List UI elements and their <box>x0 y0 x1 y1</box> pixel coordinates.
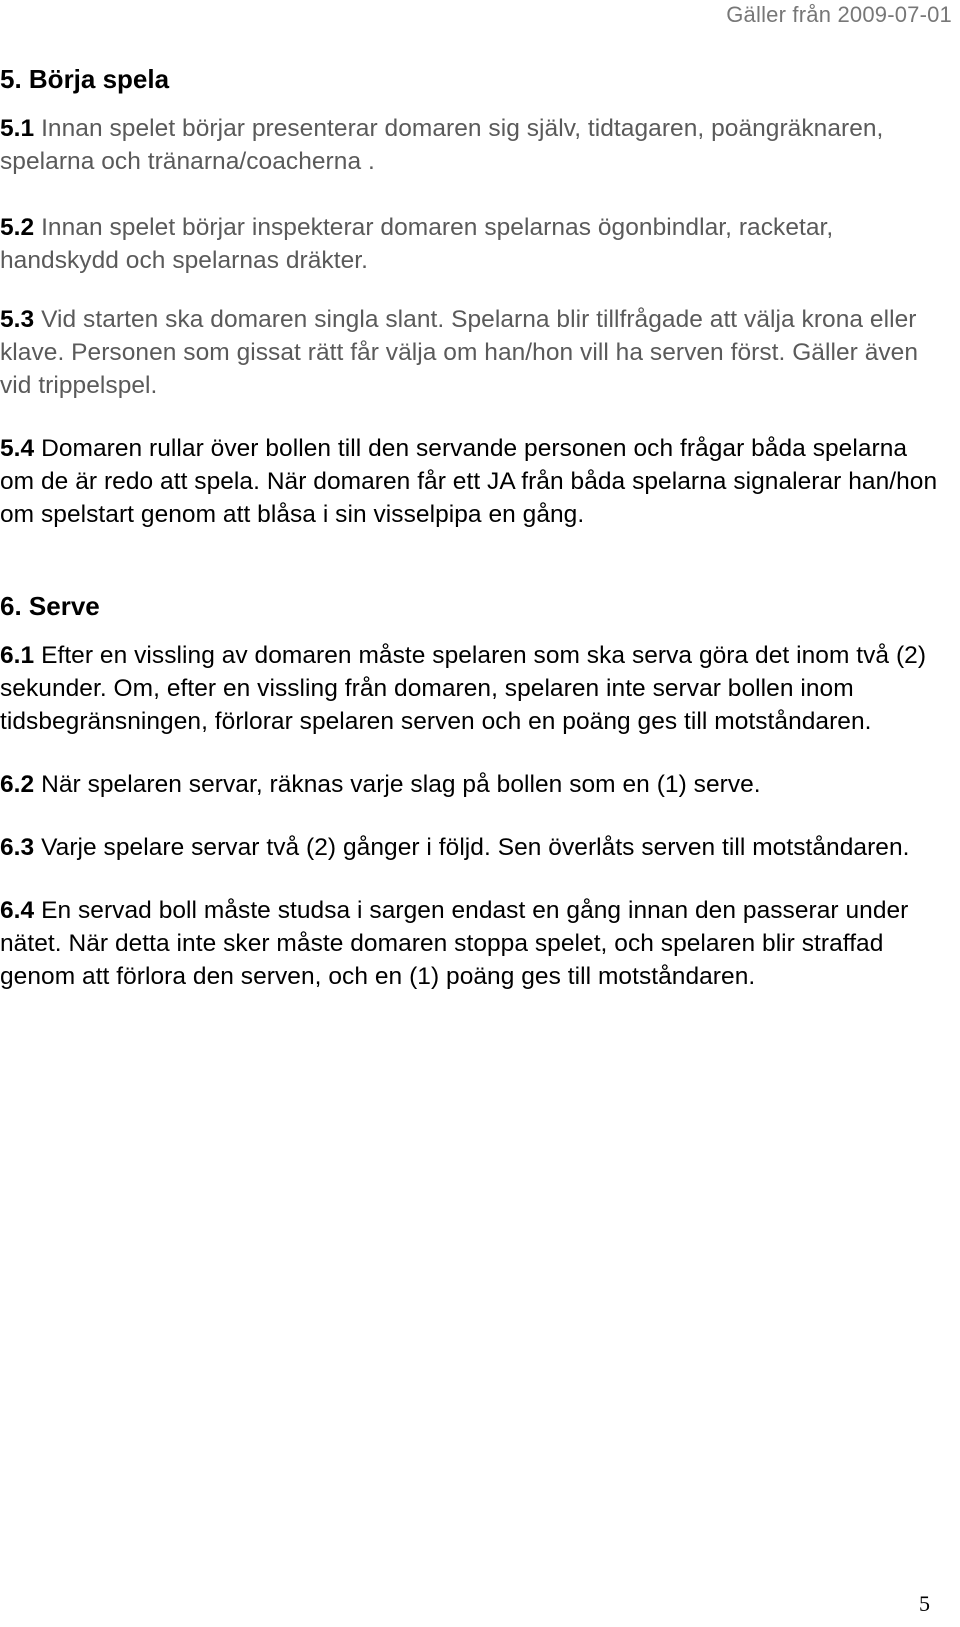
rule-text: Innan spelet börjar presenterar domaren sig själv, tidtagaren, poängräknaren, spelarna och tränarna/coacherna . <box>0 115 884 175</box>
section-heading-borja-spela: 5. Börja spela <box>0 64 170 94</box>
rule-text: Varje spelare servar två (2) gånger i följd. Sen överlåts serven till motståndaren. <box>41 834 910 861</box>
rule-number: 6.3 <box>0 834 35 861</box>
rule-text: Innan spelet börjar inspekterar domaren spelarnas ögonbindlar, racketar, handskydd och spelarnas dräkter. <box>0 214 834 274</box>
rule-text: Domaren rullar över bollen till den servande personen och frågar båda spelarna om de är redo att spela. När domaren får ett JA från båda spelarna signalerar han/hon om spelstart genom att blåsa i sin visselpipa en gång. <box>0 435 938 528</box>
rule-number: 5.1 <box>0 115 35 142</box>
rule-text: När spelaren servar, räknas varje slag på bollen som en (1) serve. <box>41 771 761 798</box>
rule-5-3 <box>0 303 945 402</box>
document-body <box>0 62 945 993</box>
rule-number: 6.1 <box>0 642 35 669</box>
header-date: Gäller från 2009-07-01 <box>726 2 952 27</box>
rule-5-1 <box>0 112 945 178</box>
section-heading-serve: 6. Serve <box>0 591 100 621</box>
rule-text: Vid starten ska domaren singla slant. Spelarna blir tillfrågade att välja krona eller klave. Personen som gissat rätt får välja om han/hon vill ha serven först. Gäller även vid trippelspel. <box>0 306 919 399</box>
rule-5-2 <box>0 211 945 277</box>
rule-text: Efter en vissling av domaren måste spelaren som ska serva göra det inom två (2) sekunder. Om, efter en vissling från domaren, spelaren inte servar bollen inom tidsbegränsningen, förlorar spelaren serven och en poäng ges till motståndaren. <box>0 642 927 735</box>
rule-6-4 <box>0 894 945 993</box>
rule-number: 6.2 <box>0 771 35 798</box>
rule-number: 5.4 <box>0 435 35 462</box>
rule-text: En servad boll måste studsa i sargen endast en gång innan den passerar under nätet. När detta inte sker måste domaren stoppa spelet, och spelaren blir straffad genom att förlora den serven, och en (1) poäng ges till motståndaren. <box>0 897 909 990</box>
rule-number: 5.3 <box>0 306 35 333</box>
rule-number: 5.2 <box>0 214 35 241</box>
page-number: 5 <box>919 1591 930 1616</box>
rule-6-3 <box>0 831 945 864</box>
rule-6-1 <box>0 639 945 738</box>
rule-number: 6.4 <box>0 897 35 924</box>
rule-5-4 <box>0 432 945 531</box>
rule-6-2 <box>0 768 945 801</box>
